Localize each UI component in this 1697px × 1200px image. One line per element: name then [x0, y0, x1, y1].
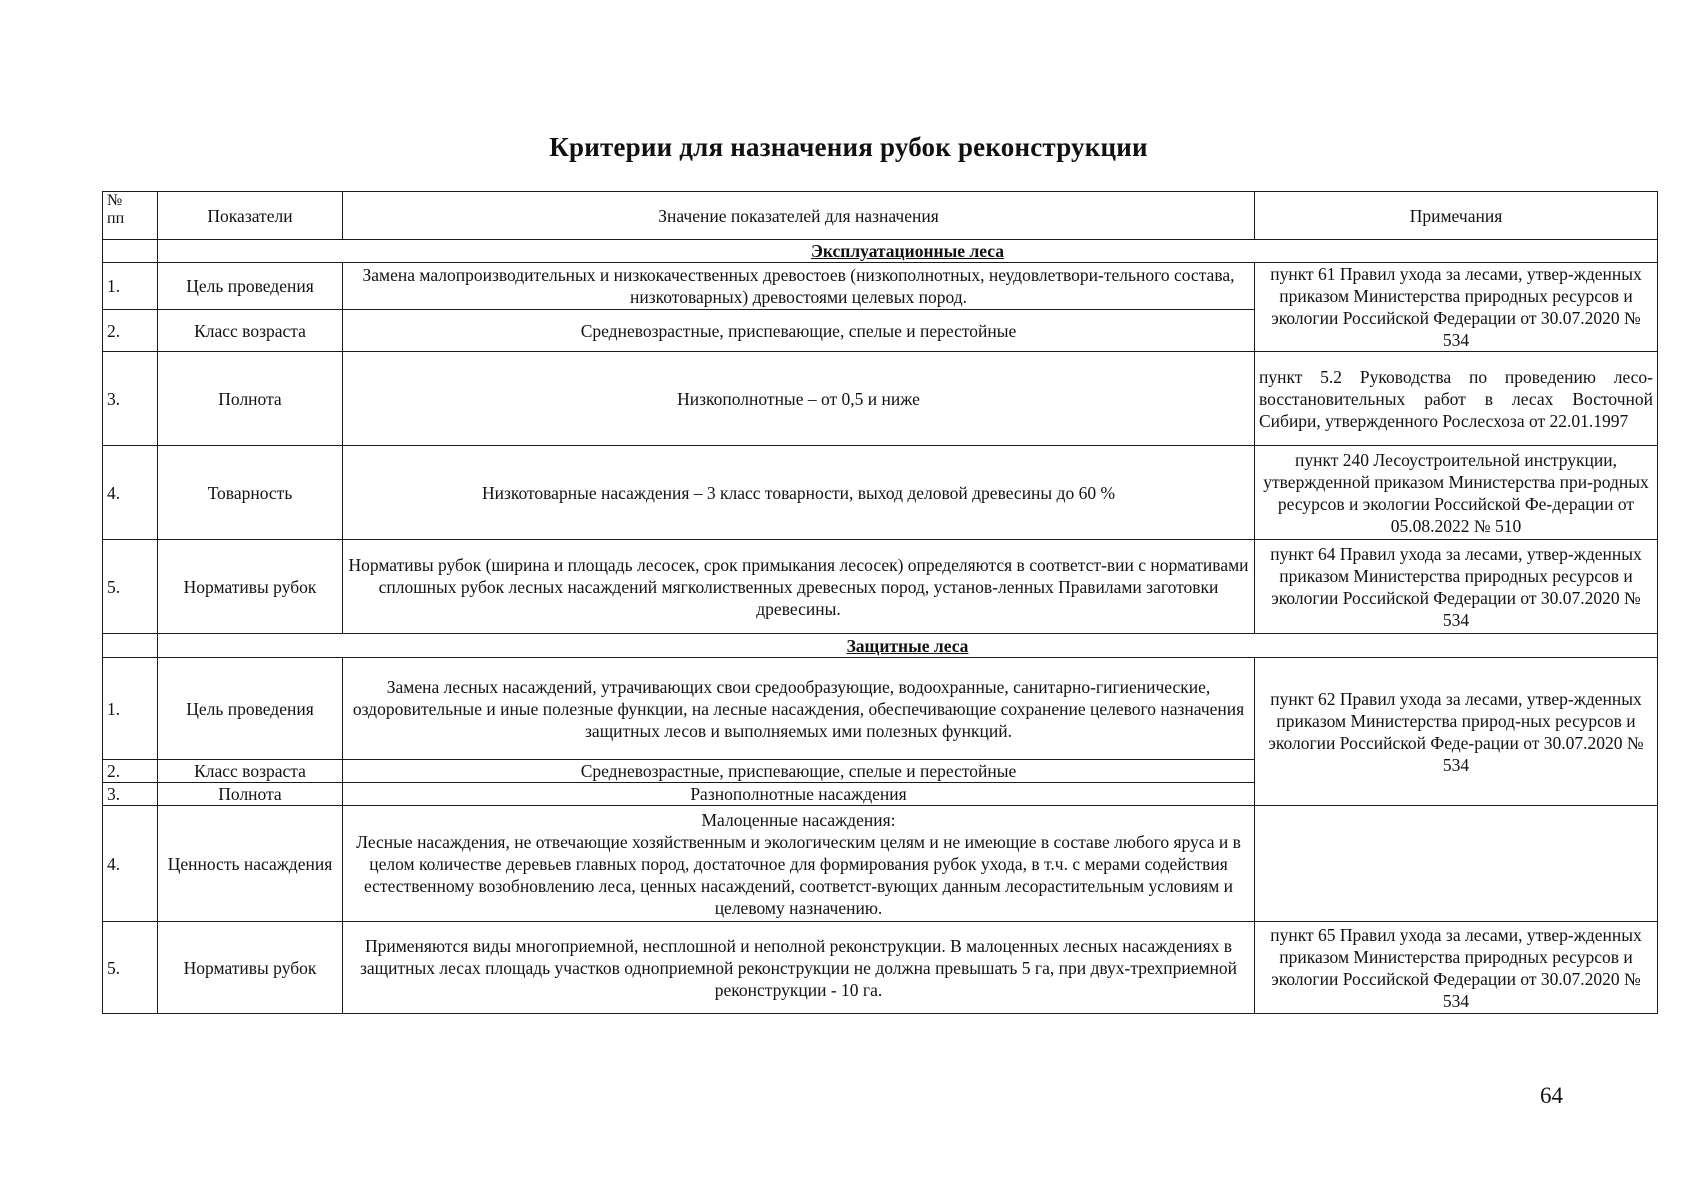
row-value: Низкополнотные – от 0,5 и ниже [343, 352, 1255, 446]
row-value: Замена лесных насаждений, утрачивающих свои средообразующие, водоохранные, санитарно-гигиенические, оздоровительные и иные полезные функции, на лесные насаждения, обеспечивающие сохранение целевого назначения защитных лесов и выполняемых ими полезных функций. [343, 658, 1255, 760]
section-row [103, 240, 1658, 263]
section-num-cell [103, 634, 158, 658]
section-title-protective: Защитные леса [158, 634, 1658, 658]
row-num: 3. [103, 352, 158, 446]
row-note-shared: пункт 62 Правил ухода за лесами, утвер-жденных приказом Министерства природ-ных ресурсов и экологии Российской Феде-рации от 30.07.2020 № 534 [1255, 658, 1658, 806]
row-indicator: Нормативы рубок [158, 540, 343, 634]
row-value-cell [343, 806, 1255, 922]
row-note-shared: пункт 61 Правил ухода за лесами, утвер-жденных приказом Министерства природных ресурсов и экологии Российской Федерации от 30.07.2020 № 534 [1255, 263, 1658, 352]
row-num: 4. [103, 806, 158, 922]
row-value: Лесные насаждения, не отвечающие хозяйственным и экологическим целям и не имеющие в составе любого яруса и в целом количестве деревьев главных пород, достаточное для формирования рубок ухода, в т.ч. с мерами содействия естественному возобновлению леса, ценных насаждений, соответст-вующих данным лесорастительным условиям и целевому назначению. [356, 831, 1241, 918]
header-notes: Примечания [1255, 192, 1658, 240]
row-indicator: Ценность насаждения [158, 806, 343, 922]
row-num: 2. [103, 760, 158, 783]
table-row [103, 658, 1658, 760]
table-row [103, 922, 1658, 1014]
row-note-empty [1255, 806, 1658, 922]
row-note: пункт 5.2 Руководства по проведению лесо-восстановительных работ в лесах Восточной Сибири, утвержденного Рослесхоза от 22.01.1997 [1255, 352, 1658, 446]
header-value: Значение показателей для назначения [343, 192, 1255, 240]
row-value: Замена малопроизводительных и низкокачественных древостоев (низкополнотных, неудовлетвори-тельного состава, низкотоварных) древостоями целевых пород. [343, 263, 1255, 310]
row-indicator: Цель проведения [158, 658, 343, 760]
row-indicator: Цель проведения [158, 263, 343, 310]
table-row [103, 263, 1658, 310]
criteria-table [102, 191, 1658, 1014]
header-indicator: Показатели [158, 192, 343, 240]
row-indicator: Нормативы рубок [158, 922, 343, 1014]
header-num-line2: пп [107, 210, 125, 227]
row-value: Низкотоварные насаждения – 3 класс товарности, выход деловой древесины до 60 % [343, 446, 1255, 540]
row-num: 3. [103, 783, 158, 806]
row-value: Средневозрастные, приспевающие, спелые и перестойные [343, 310, 1255, 352]
row-num: 5. [103, 922, 158, 1014]
header-num-line1: № [107, 192, 123, 209]
section-title-exploitation: Эксплуатационные леса [158, 240, 1658, 263]
table-row [103, 806, 1658, 922]
page-number: 64 [1540, 1083, 1563, 1108]
row-indicator: Полнота [158, 783, 343, 806]
row-value: Разнополнотные насаждения [343, 783, 1255, 806]
row-indicator: Полнота [158, 352, 343, 446]
row-num: 2. [103, 310, 158, 352]
table-row [103, 352, 1658, 446]
header-num [103, 192, 158, 240]
row-num: 1. [103, 658, 158, 760]
row-num: 4. [103, 446, 158, 540]
page-title: Критерии для назначения рубок реконструкции [549, 132, 1148, 162]
row-value: Нормативы рубок (ширина и площадь лесосек, срок примыкания лесосек) определяются в соответст-вии с нормативами сплошных рубок лесных насаждений мягколиственных древесных пород, установ-ленных Правилами заготовки древесины. [343, 540, 1255, 634]
row-indicator: Товарность [158, 446, 343, 540]
row-num: 1. [103, 263, 158, 310]
section-num-cell [103, 240, 158, 263]
table-header-row [103, 192, 1658, 240]
section-row [103, 634, 1658, 658]
row-note: пункт 65 Правил ухода за лесами, утвер-жденных приказом Министерства природных ресурсов и экологии Российской Федерации от 30.07.2020 № 534 [1255, 922, 1658, 1014]
row-value: Применяются виды многоприемной, несплошной и неполной реконструкции. В малоценных лесных насаждениях в защитных лесах площадь участков одноприемной реконструкции не должна превышать 5 га, при двух-трехприемной реконструкции - 10 га. [343, 922, 1255, 1014]
row-num: 5. [103, 540, 158, 634]
table-row [103, 540, 1658, 634]
row-note: пункт 64 Правил ухода за лесами, утвер-жденных приказом Министерства природных ресурсов и экологии Российской Федерации от 30.07.2020 № 534 [1255, 540, 1658, 634]
row-note: пункт 240 Лесоустроительной инструкции, утвержденной приказом Министерства при-родных ресурсов и экологии Российской Фе-дерации от 05.08.2022 № 510 [1255, 446, 1658, 540]
row-indicator: Класс возраста [158, 760, 343, 783]
table-row [103, 446, 1658, 540]
row-indicator: Класс возраста [158, 310, 343, 352]
row-value-heading: Малоценные насаждения: [701, 809, 896, 830]
row-value: Средневозрастные, приспевающие, спелые и перестойные [343, 760, 1255, 783]
